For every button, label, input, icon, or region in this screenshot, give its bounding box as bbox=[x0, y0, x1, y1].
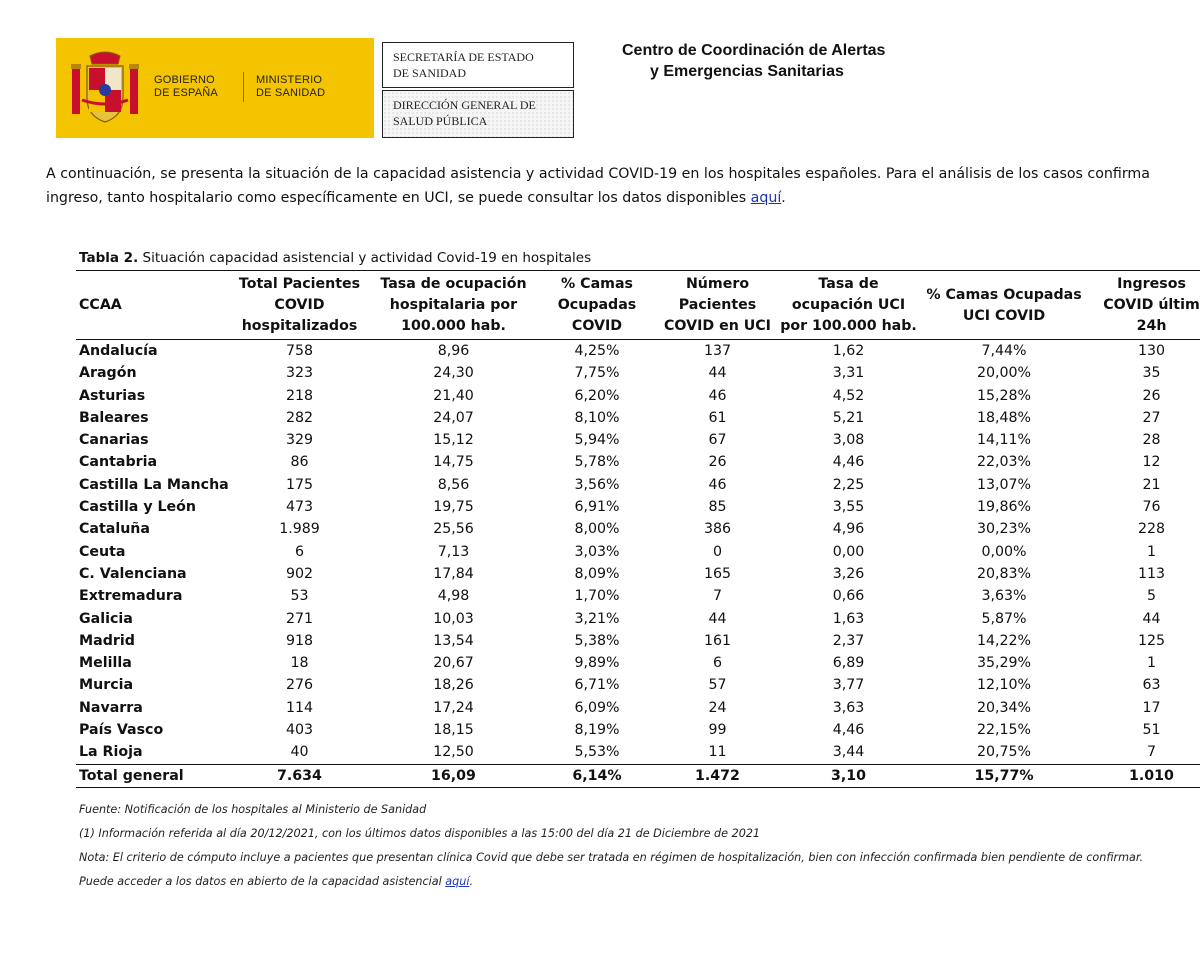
value-cell: 403 bbox=[285, 722, 314, 739]
table-row bbox=[76, 585, 1200, 607]
value-cell: 18 bbox=[290, 655, 309, 672]
value-cell: 24,30 bbox=[433, 365, 474, 382]
value-cell: 24 bbox=[708, 699, 727, 716]
value-cell: 6,91% bbox=[574, 499, 620, 516]
value-cell: 11 bbox=[708, 744, 727, 761]
value-cell: 6,89 bbox=[832, 655, 865, 672]
value-cell: 7,75% bbox=[574, 365, 620, 382]
value-cell: 17,84 bbox=[433, 565, 474, 582]
value-cell: 21 bbox=[1142, 476, 1161, 493]
value-cell: 14,11% bbox=[976, 432, 1032, 449]
value-cell: 6,09% bbox=[574, 699, 620, 716]
value-cell: 20,67 bbox=[433, 655, 474, 672]
value-cell: 1,62 bbox=[832, 343, 865, 359]
value-cell: 44 bbox=[708, 365, 727, 382]
value-cell: 3,26 bbox=[832, 565, 865, 582]
table-header-row bbox=[76, 271, 1200, 340]
hospital-capacity-table bbox=[76, 270, 1200, 788]
logo-divider bbox=[243, 72, 244, 102]
table-row bbox=[76, 451, 1200, 473]
value-cell: 76 bbox=[1142, 499, 1161, 516]
value-cell: 15,77% bbox=[921, 764, 1087, 787]
footnote-nota: Nota: El criterio de cómputo incluye a pacientes que presentan clínica Covid que debe ser tratada en régimen de hospitalización, bien con infección confirmada bien pendiente de confirmar. bbox=[79, 851, 1144, 864]
value-cell: 8,56 bbox=[437, 476, 470, 493]
footnote-aqui-link[interactable]: aquí bbox=[445, 875, 470, 888]
value-cell: 114 bbox=[285, 699, 314, 716]
value-cell: 35,29% bbox=[976, 655, 1032, 672]
value-cell: 85 bbox=[708, 499, 727, 516]
value-cell: 3,63% bbox=[981, 588, 1027, 605]
value-cell: 3,10 bbox=[776, 764, 921, 787]
value-cell: 1,70% bbox=[574, 588, 620, 605]
value-cell: 20,34% bbox=[976, 699, 1032, 716]
value-cell: 12 bbox=[1142, 454, 1161, 471]
value-cell: 26 bbox=[1142, 387, 1161, 404]
value-cell: 0 bbox=[712, 543, 723, 560]
value-cell: 902 bbox=[285, 565, 314, 582]
value-cell: 161 bbox=[703, 632, 732, 649]
value-cell: 3,55 bbox=[832, 499, 865, 516]
value-cell: 3,44 bbox=[832, 744, 865, 761]
region-name-cell: Asturias bbox=[79, 387, 146, 404]
footnote-source: Fuente: Notificación de los hospitales al Ministerio de Sanidad bbox=[79, 803, 427, 816]
region-name-cell: Baleares bbox=[79, 409, 149, 426]
value-cell: 5,78% bbox=[574, 454, 620, 471]
value-cell: 46 bbox=[708, 387, 727, 404]
value-cell: 0,00 bbox=[832, 543, 865, 560]
value-cell: 17,24 bbox=[433, 699, 474, 716]
region-name-cell: Canarias bbox=[79, 432, 149, 449]
value-cell: 8,96 bbox=[437, 343, 470, 359]
value-cell: 9,89% bbox=[574, 655, 620, 672]
value-cell: 63 bbox=[1142, 677, 1161, 694]
value-cell: 1 bbox=[1146, 543, 1157, 560]
ministry-label: MINISTERIO DE SANIDAD bbox=[256, 74, 326, 99]
value-cell: 175 bbox=[285, 476, 314, 493]
value-cell: 17 bbox=[1142, 699, 1161, 716]
value-cell: 18,26 bbox=[433, 677, 474, 694]
value-cell: 4,46 bbox=[832, 454, 865, 471]
secretaria-box: SECRETARÍA DE ESTADO DE SANIDAD bbox=[382, 42, 574, 88]
column-header: Tasa de ocupación hospitalaria por 100.000 hab. bbox=[372, 271, 535, 340]
value-cell: 7.634 bbox=[227, 764, 372, 787]
value-cell: 22,15% bbox=[976, 722, 1032, 739]
value-cell: 28 bbox=[1142, 432, 1161, 449]
value-cell: 0,00% bbox=[981, 543, 1027, 560]
region-name-cell: Melilla bbox=[79, 655, 132, 672]
value-cell: 5 bbox=[1146, 588, 1157, 605]
value-cell: 5,94% bbox=[574, 432, 620, 449]
table-row bbox=[76, 362, 1200, 384]
value-cell: 5,87% bbox=[981, 610, 1027, 627]
value-cell: 7,13 bbox=[437, 543, 470, 560]
region-name-cell: Aragón bbox=[79, 365, 137, 382]
column-header: % Camas Ocupadas COVID bbox=[535, 271, 659, 340]
value-cell: 323 bbox=[285, 365, 314, 382]
value-cell: 3,77 bbox=[832, 677, 865, 694]
value-cell: 1 bbox=[1146, 655, 1157, 672]
table-row bbox=[76, 630, 1200, 652]
value-cell: 6,71% bbox=[574, 677, 620, 694]
value-cell: 30,23% bbox=[976, 521, 1032, 538]
value-cell: 14,75 bbox=[433, 454, 474, 471]
value-cell: 130 bbox=[1137, 343, 1166, 359]
value-cell: 44 bbox=[708, 610, 727, 627]
table-row bbox=[76, 652, 1200, 674]
value-cell: 19,86% bbox=[976, 499, 1032, 516]
intro-aqui-link[interactable]: aquí bbox=[750, 190, 782, 206]
value-cell: 19,75 bbox=[433, 499, 474, 516]
column-header: Ingresos COVID últim 24h bbox=[1087, 271, 1200, 340]
page-title: Centro de Coordinación de Alertas y Emergencias Sanitarias bbox=[622, 42, 886, 80]
value-cell: 8,00% bbox=[574, 521, 620, 538]
value-cell: 6 bbox=[712, 655, 723, 672]
value-cell: 67 bbox=[708, 432, 727, 449]
value-cell: 0,66 bbox=[832, 588, 865, 605]
value-cell: 8,09% bbox=[574, 565, 620, 582]
column-header: Número Pacientes COVID en UCI bbox=[659, 271, 776, 340]
value-cell: 1,63 bbox=[832, 610, 865, 627]
value-cell: 57 bbox=[708, 677, 727, 694]
total-row bbox=[76, 764, 1200, 787]
table-row bbox=[76, 385, 1200, 407]
value-cell: 4,25% bbox=[574, 343, 620, 359]
table-row bbox=[76, 340, 1200, 363]
value-cell: 165 bbox=[703, 565, 732, 582]
region-name-cell: Castilla La Mancha bbox=[79, 476, 229, 493]
value-cell: 218 bbox=[285, 387, 314, 404]
value-cell: 3,03% bbox=[574, 543, 620, 560]
government-logo bbox=[56, 38, 374, 138]
value-cell: 7 bbox=[1146, 744, 1157, 761]
value-cell: 1.989 bbox=[279, 521, 320, 538]
value-cell: 18,15 bbox=[433, 722, 474, 739]
value-cell: 5,53% bbox=[574, 744, 620, 761]
value-cell: 12,10% bbox=[976, 677, 1032, 694]
region-name-cell: C. Valenciana bbox=[79, 565, 187, 582]
value-cell: 99 bbox=[708, 722, 727, 739]
region-name-cell: Murcia bbox=[79, 677, 134, 694]
value-cell: 8,10% bbox=[574, 409, 620, 426]
column-header: % Camas Ocupadas UCI COVID bbox=[921, 271, 1087, 340]
region-name-cell: País Vasco bbox=[79, 722, 164, 739]
region-name-cell: Total general bbox=[76, 764, 227, 787]
table-row bbox=[76, 541, 1200, 563]
value-cell: 271 bbox=[285, 610, 314, 627]
table-row bbox=[76, 407, 1200, 429]
region-name-cell: Andalucía bbox=[79, 343, 158, 359]
region-name-cell: Extremadura bbox=[79, 588, 183, 605]
value-cell: 86 bbox=[290, 454, 309, 471]
value-cell: 1.472 bbox=[659, 764, 776, 787]
value-cell: 27 bbox=[1142, 409, 1161, 426]
value-cell: 5,21 bbox=[832, 409, 865, 426]
value-cell: 3,63 bbox=[832, 699, 865, 716]
table-row bbox=[76, 429, 1200, 451]
value-cell: 18,48% bbox=[976, 409, 1032, 426]
value-cell: 8,19% bbox=[574, 722, 620, 739]
value-cell: 7,44% bbox=[981, 343, 1027, 359]
value-cell: 918 bbox=[285, 632, 314, 649]
table-row bbox=[76, 518, 1200, 540]
value-cell: 35 bbox=[1142, 365, 1161, 382]
value-cell: 21,40 bbox=[433, 387, 474, 404]
intro-paragraph: A continuación, se presenta la situación de la capacidad asistencia y actividad COVID-19 en los hospitales españoles. Para el análisis de los casos confirma ingreso, tanto hospitalario como específicamente en UCI, se puede consultar los datos disponibles aquí. bbox=[46, 166, 1150, 206]
value-cell: 4,46 bbox=[832, 722, 865, 739]
region-name-cell: Cantabria bbox=[79, 454, 158, 471]
region-name-cell: Navarra bbox=[79, 699, 143, 716]
direccion-box: DIRECCIÓN GENERAL DE SALUD PÚBLICA bbox=[382, 90, 574, 138]
value-cell: 3,31 bbox=[832, 365, 865, 382]
value-cell: 137 bbox=[703, 343, 732, 359]
footnote-access: Puede acceder a los datos en abierto de la capacidad asistencial aquí. bbox=[79, 875, 474, 888]
region-name-cell: Castilla y León bbox=[79, 499, 197, 516]
value-cell: 329 bbox=[285, 432, 314, 449]
value-cell: 12,50 bbox=[433, 744, 474, 761]
value-cell: 125 bbox=[1137, 632, 1166, 649]
column-header: Tasa de ocupación UCI por 100.000 hab. bbox=[776, 271, 921, 340]
value-cell: 276 bbox=[285, 677, 314, 694]
value-cell: 2,37 bbox=[832, 632, 865, 649]
table-row bbox=[76, 563, 1200, 585]
table-row bbox=[76, 608, 1200, 630]
value-cell: 6,14% bbox=[535, 764, 659, 787]
value-cell: 14,22% bbox=[976, 632, 1032, 649]
value-cell: 53 bbox=[290, 588, 309, 605]
value-cell: 4,98 bbox=[437, 588, 470, 605]
value-cell: 15,12 bbox=[433, 432, 474, 449]
value-cell: 2,25 bbox=[832, 476, 865, 493]
value-cell: 15,28% bbox=[976, 387, 1032, 404]
value-cell: 4,96 bbox=[832, 521, 865, 538]
region-name-cell: Ceuta bbox=[79, 543, 126, 560]
government-label: GOBIERNO DE ESPAÑA bbox=[154, 74, 218, 99]
footnotes bbox=[79, 798, 1200, 894]
value-cell: 3,08 bbox=[832, 432, 865, 449]
table-title: Tabla 2. Situación capacidad asistencial y actividad Covid-19 en hospitales bbox=[79, 250, 592, 266]
value-cell: 22,03% bbox=[976, 454, 1032, 471]
value-cell: 6 bbox=[294, 543, 305, 560]
region-name-cell: La Rioja bbox=[79, 744, 143, 761]
value-cell: 282 bbox=[285, 409, 314, 426]
value-cell: 16,09 bbox=[372, 764, 535, 787]
value-cell: 13,54 bbox=[433, 632, 474, 649]
value-cell: 51 bbox=[1142, 722, 1161, 739]
coat-of-arms-icon bbox=[70, 50, 140, 126]
table-row bbox=[76, 496, 1200, 518]
value-cell: 46 bbox=[708, 476, 727, 493]
value-cell: 228 bbox=[1137, 521, 1166, 538]
value-cell: 44 bbox=[1142, 610, 1161, 627]
value-cell: 61 bbox=[708, 409, 727, 426]
table-row bbox=[76, 674, 1200, 696]
value-cell: 20,75% bbox=[976, 744, 1032, 761]
value-cell: 5,38% bbox=[574, 632, 620, 649]
table-row bbox=[76, 474, 1200, 496]
column-header: Total Pacientes COVID hospitalizados bbox=[227, 271, 372, 340]
table-row bbox=[76, 697, 1200, 719]
region-name-cell: Cataluña bbox=[79, 521, 150, 538]
value-cell: 6,20% bbox=[574, 387, 620, 404]
value-cell: 25,56 bbox=[433, 521, 474, 538]
value-cell: 4,52 bbox=[832, 387, 865, 404]
footnote-1: (1) Información referida al día 20/12/2021, con los últimos datos disponibles a las 15:00 del día 21 de Diciembre de 2021 bbox=[79, 827, 761, 840]
value-cell: 10,03 bbox=[433, 610, 474, 627]
value-cell: 3,56% bbox=[574, 476, 620, 493]
value-cell: 24,07 bbox=[433, 409, 474, 426]
value-cell: 3,21% bbox=[574, 610, 620, 627]
value-cell: 386 bbox=[703, 521, 732, 538]
value-cell: 473 bbox=[285, 499, 314, 516]
value-cell: 758 bbox=[285, 343, 314, 359]
value-cell: 20,00% bbox=[976, 365, 1032, 382]
value-cell: 20,83% bbox=[976, 565, 1032, 582]
value-cell: 1.010 bbox=[1087, 764, 1200, 787]
value-cell: 13,07% bbox=[976, 476, 1032, 493]
value-cell: 7 bbox=[712, 588, 723, 605]
table-row bbox=[76, 719, 1200, 741]
value-cell: 113 bbox=[1137, 565, 1166, 582]
column-header: CCAA bbox=[76, 271, 227, 340]
value-cell: 40 bbox=[290, 744, 309, 761]
region-name-cell: Madrid bbox=[79, 632, 135, 649]
value-cell: 26 bbox=[708, 454, 727, 471]
table-row bbox=[76, 741, 1200, 764]
region-name-cell: Galicia bbox=[79, 610, 133, 627]
